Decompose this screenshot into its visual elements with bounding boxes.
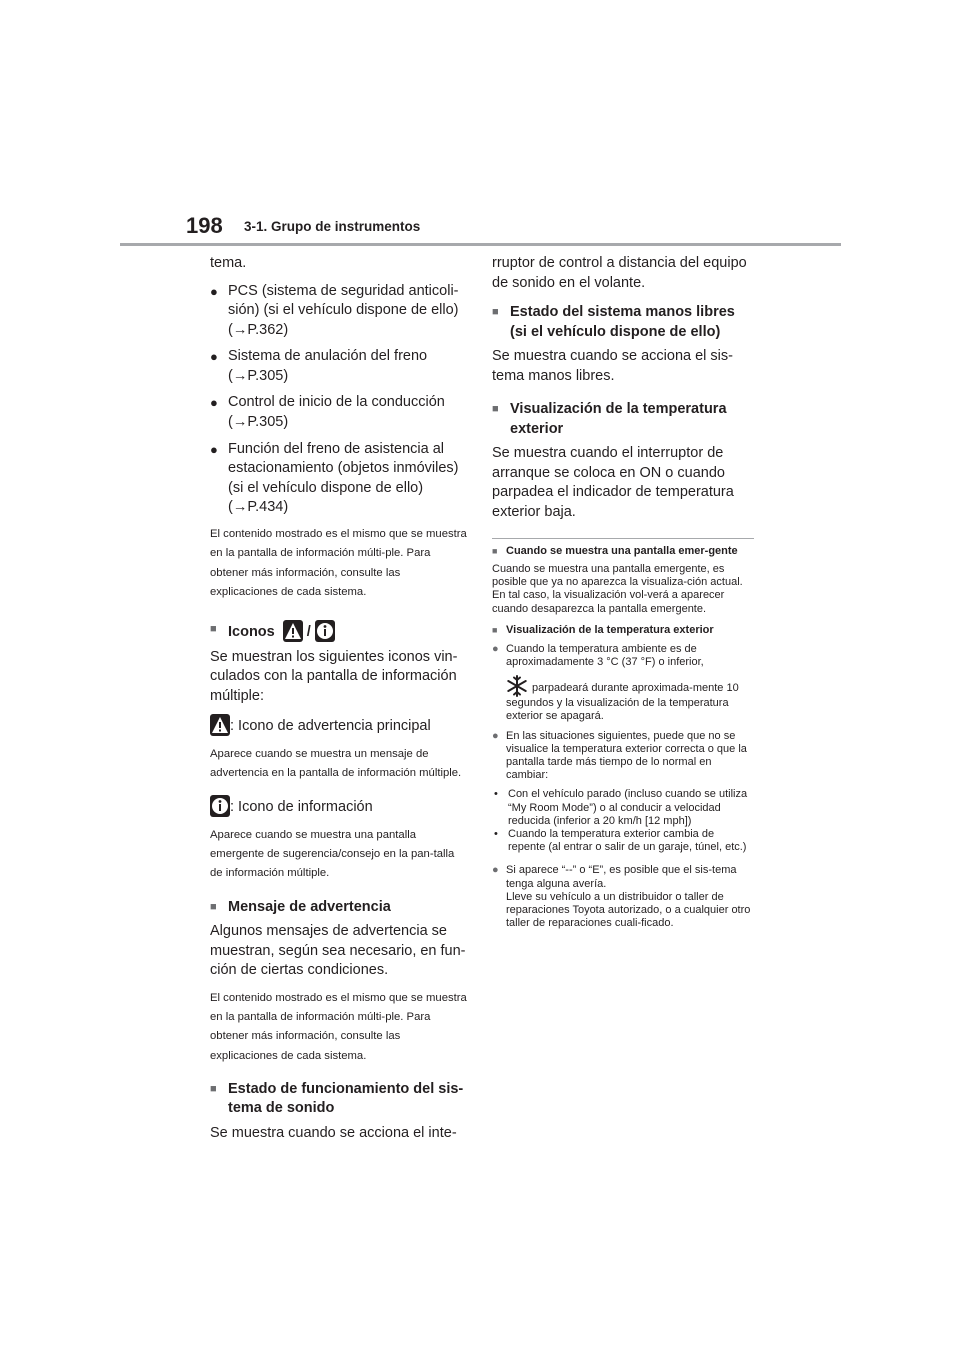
- bullet-dot-icon: ●: [210, 283, 218, 299]
- info-icon: [210, 795, 230, 817]
- outside-temp-text: Se muestra cuando el interruptor de arranque se coloca en ON o cuando parpadea el indicador de temperatura exterior baja.: [492, 445, 734, 520]
- page-reference: (→P.305): [228, 414, 289, 431]
- bullet-dot-icon: ●: [210, 395, 218, 411]
- list-item: ● Función del freno de asistencia al estacionamiento (objetos inmóviles) (si el vehículo dispone de ello) (→P.434): [210, 440, 468, 518]
- warning-icon-label: : Icono de advertencia principal: [210, 714, 468, 737]
- note-bullet: ● Cuando la temperatura ambiente es de aproximadamente 3 °C (37 °F) o inferior,: [492, 642, 704, 669]
- bullet-circle-icon: ●: [492, 864, 499, 877]
- right-column: [492, 254, 754, 936]
- note-heading: ■ Visualización de la temperatura exterior: [492, 623, 714, 636]
- square-marker-icon: ■: [210, 900, 217, 913]
- info-icon-description: Aparece cuando se muestra una pantalla emergente de sugerencia/consejo en la pan-talla de información múltiple.: [210, 828, 455, 880]
- icons-heading: ■ Iconos /: [210, 620, 468, 643]
- page-reference: (→P.305): [228, 367, 289, 384]
- audio-status-heading: ■ Estado de funcionamiento del sis-tema de sonido: [210, 1080, 468, 1119]
- list-item: ● Control de inicio de la conducción (→P.305): [210, 393, 468, 432]
- note-sub-item: • Cuando la temperatura exterior cambia de repente (al entrar o salir de un garaje, túnel, etc.): [494, 828, 747, 854]
- page-number: 198: [186, 213, 223, 238]
- list-item: ● Sistema de anulación del freno (→P.305): [210, 347, 468, 386]
- intro-text: tema.: [210, 255, 247, 271]
- handsfree-text: Se muestra cuando se acciona el sis-tema manos libres.: [492, 348, 733, 384]
- square-marker-icon: ■: [210, 623, 217, 636]
- note-bullet: ● Si aparece “--” o “E”, es posible que el sis-tema tenga alguna avería. Lleve su vehículo a un distribuidor o taller de reparaciones Toyota autorizado, o a cualquier otro taller de reparaciones cuali-ficado.: [492, 864, 751, 930]
- list-item: ● PCS (sistema de seguridad anticoli-sión) (si el vehículo dispone de ello) (→P.362): [210, 282, 468, 341]
- warning-message-heading: ■ Mensaje de advertencia: [210, 898, 468, 918]
- page-reference: (→P.434): [228, 499, 289, 516]
- bullet-dot-icon: ●: [210, 441, 218, 457]
- note-text: El contenido mostrado es el mismo que se muestra en la pantalla de información múlti-ple. Para obtener más información, consulte las explicaciones de cada sistema.: [210, 991, 467, 1062]
- audio-status-text: Se muestra cuando se acciona el inte-: [210, 1124, 457, 1141]
- note-text: Cuando se muestra una pantalla emergente, es posible que ya no aparezca la visualiza-ción actual. En tal caso, la visualización vol-verá a aparecer cuando desaparezca la pantalla emergente.: [492, 563, 743, 615]
- bullet-circle-icon: ●: [492, 642, 499, 655]
- bullet-circle-icon: ●: [492, 729, 499, 742]
- note-bullet: ● En las situaciones siguientes, puede que no se visualice la temperatura exterior correcta o que la pantalla tarde más tiempo de lo normal en cambiar:: [492, 729, 747, 782]
- warning-icon-description: Aparece cuando se muestra un mensaje de advertencia en la pantalla de información múltiple.: [210, 747, 462, 780]
- outside-temp-heading: ■ Visualización de la temperatura exterior: [492, 400, 754, 439]
- square-marker-icon: ■: [492, 403, 499, 415]
- notes-divider: [492, 538, 754, 539]
- header-divider: [120, 243, 841, 246]
- warning-icon: [283, 620, 303, 642]
- bullet-dot-icon: ●: [210, 349, 218, 365]
- section-title: 3-1. Grupo de instrumentos: [244, 219, 421, 234]
- square-marker-icon: ■: [210, 1082, 217, 1095]
- square-marker-icon: ■: [492, 546, 498, 556]
- icons-description: Se muestran los siguientes iconos vin-culados con la pantalla de información múltiple:: [210, 648, 458, 704]
- note-bullet-continued: parpadeará durante aproximada-mente 10 segundos y la visualización de la temperatura exterior se apagará.: [492, 675, 754, 723]
- audio-status-continued: rruptor de control a distancia del equipo de sonido en el volante.: [492, 255, 747, 291]
- square-marker-icon: ■: [492, 624, 498, 635]
- note-sub-item: • Con el vehículo parado (incluso cuando se utiliza “My Room Mode”) o al conducir a velocidad reducida (inferior a 20 km/h [12 mph]): [494, 788, 748, 827]
- note-text: El contenido mostrado es el mismo que se muestra en la pantalla de información múlti-ple. Para obtener más información, consulte las explicaciones de cada sistema.: [210, 528, 467, 598]
- warning-icon: [210, 714, 230, 736]
- note-heading: ■ Cuando se muestra una pantalla emer-gente: [492, 545, 738, 557]
- square-marker-icon: ■: [492, 306, 499, 318]
- snowflake-icon: [506, 675, 528, 697]
- info-icon: [315, 620, 335, 642]
- info-icon-label: : Icono de información: [210, 795, 468, 818]
- page-reference: (→P.362): [228, 321, 289, 338]
- handsfree-heading: ■ Estado del sistema manos libres (si el vehículo dispone de ello): [492, 303, 754, 342]
- left-column: [210, 254, 468, 1151]
- warning-message-text: Algunos mensajes de advertencia se muestran, según sea necesario, en fun-ción de ciertas condiciones.: [210, 923, 466, 979]
